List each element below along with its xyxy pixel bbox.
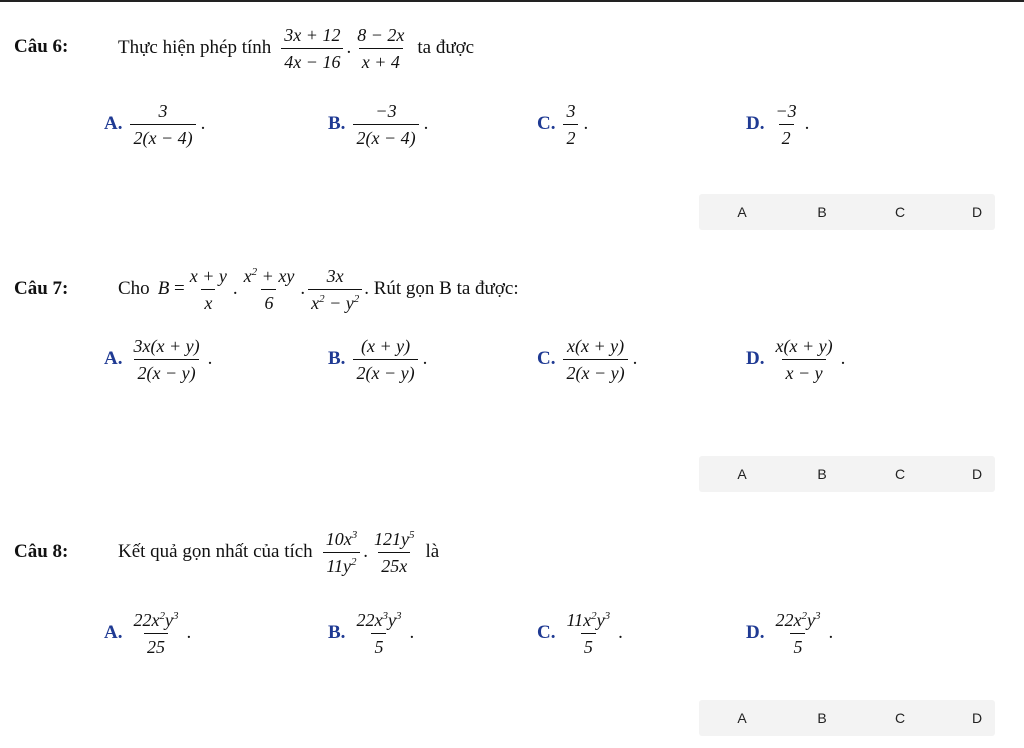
stem-text: . Rút gọn B ta được:	[364, 278, 519, 299]
option-label: B.	[328, 113, 346, 134]
option-label: D.	[746, 113, 765, 134]
option-label: C.	[537, 348, 556, 369]
option-label: D.	[746, 622, 765, 643]
option-a[interactable]: A. $\frac{22x^2y^3}{25}$ .	[104, 609, 192, 657]
option-label: B.	[328, 348, 346, 369]
option-label: C.	[537, 622, 556, 643]
answer-d-button[interactable]: D	[971, 204, 983, 220]
option-a[interactable]: A. $\frac{3x(x + y)}{2(x - y)}$ .	[104, 335, 213, 383]
stem-text: Thực hiện phép tính	[118, 37, 272, 58]
question-label: Câu 6:	[14, 36, 69, 57]
question-stem: Cho B = $\frac{x + y}{x}$ . $\frac{x^2 + xy}{6}$ . $\frac{3x}{x^2 - y^2}$ . Rút gọn B ta được:	[118, 265, 519, 313]
option-c[interactable]: C. $\frac{3}{2}$ .	[537, 100, 589, 148]
answer-d-button[interactable]: D	[971, 466, 983, 482]
option-label: C.	[537, 113, 556, 134]
option-c[interactable]: C. $\frac{x(x + y)}{2(x - y)}$ .	[537, 335, 638, 383]
fraction: $\frac{121y^5}{25x}$	[373, 528, 415, 576]
top-border	[0, 0, 1024, 2]
question-stem: Kết quả gọn nhất của tích $\frac{10x^3}{11y^2}$ . $\frac{121y^5}{25x}$ là	[118, 528, 440, 576]
question-stem: Thực hiện phép tính $\frac{3x + 12}{4x - 16}$ . $\frac{8 - 2x}{x + 4}$ ta được	[118, 24, 475, 72]
answer-bar	[699, 194, 995, 230]
fraction: $\frac{3x}{x^2 - y^2}$	[308, 265, 362, 314]
fraction: $\frac{10x^3}{11y^2}$	[323, 528, 361, 577]
answer-bar	[699, 700, 995, 736]
option-label: A.	[104, 113, 123, 134]
answer-c-button[interactable]: C	[894, 204, 906, 220]
stem-text: ta được	[417, 37, 475, 58]
answer-a-button[interactable]: A	[737, 466, 747, 482]
fraction: $\frac{x^2 + xy}{6}$	[243, 265, 295, 313]
answer-c-button[interactable]: C	[894, 710, 906, 726]
option-d[interactable]: D. $\frac{22x^2y^3}{5}$ .	[746, 609, 834, 657]
option-label: A.	[104, 348, 123, 369]
option-c[interactable]: C. $\frac{11x^2y^3}{5}$ .	[537, 609, 623, 657]
option-label: D.	[746, 348, 765, 369]
option-label: A.	[104, 622, 123, 643]
option-a[interactable]: A. $\frac{3}{2(x - 4)}$ .	[104, 100, 206, 148]
option-b[interactable]: B. $\frac{22x^3y^3}{5}$ .	[328, 609, 415, 657]
answer-b-button[interactable]: B	[817, 710, 827, 726]
stem-text: là	[425, 541, 440, 562]
answer-bar	[699, 456, 995, 492]
fraction: $\frac{3x + 12}{4x - 16}$	[281, 24, 343, 73]
option-d[interactable]: D. $\frac{x(x + y)}{x - y}$ .	[746, 335, 846, 383]
option-b[interactable]: B. $\frac{(x + y)}{2(x - y)}$ .	[328, 335, 428, 383]
answer-a-button[interactable]: A	[737, 710, 747, 726]
answer-d-button[interactable]: D	[971, 710, 983, 726]
fraction: $\frac{8 - 2x}{x + 4}$	[357, 24, 405, 72]
answer-b-button[interactable]: B	[817, 204, 827, 220]
question-label: Câu 8:	[14, 541, 69, 562]
option-label: B.	[328, 622, 346, 643]
option-b[interactable]: B. $\frac{-3}{2(x - 4)}$ .	[328, 100, 429, 148]
stem-text: Cho	[118, 278, 150, 299]
answer-c-button[interactable]: C	[894, 466, 906, 482]
stem-text: Kết quả gọn nhất của tích	[118, 541, 313, 562]
answer-b-button[interactable]: B	[817, 466, 827, 482]
fraction: $\frac{x + y}{x}$	[189, 265, 227, 313]
answer-a-button[interactable]: A	[737, 204, 747, 220]
question-label: Câu 7:	[14, 278, 69, 299]
option-d[interactable]: D. $\frac{-3}{2}$ .	[746, 100, 810, 148]
